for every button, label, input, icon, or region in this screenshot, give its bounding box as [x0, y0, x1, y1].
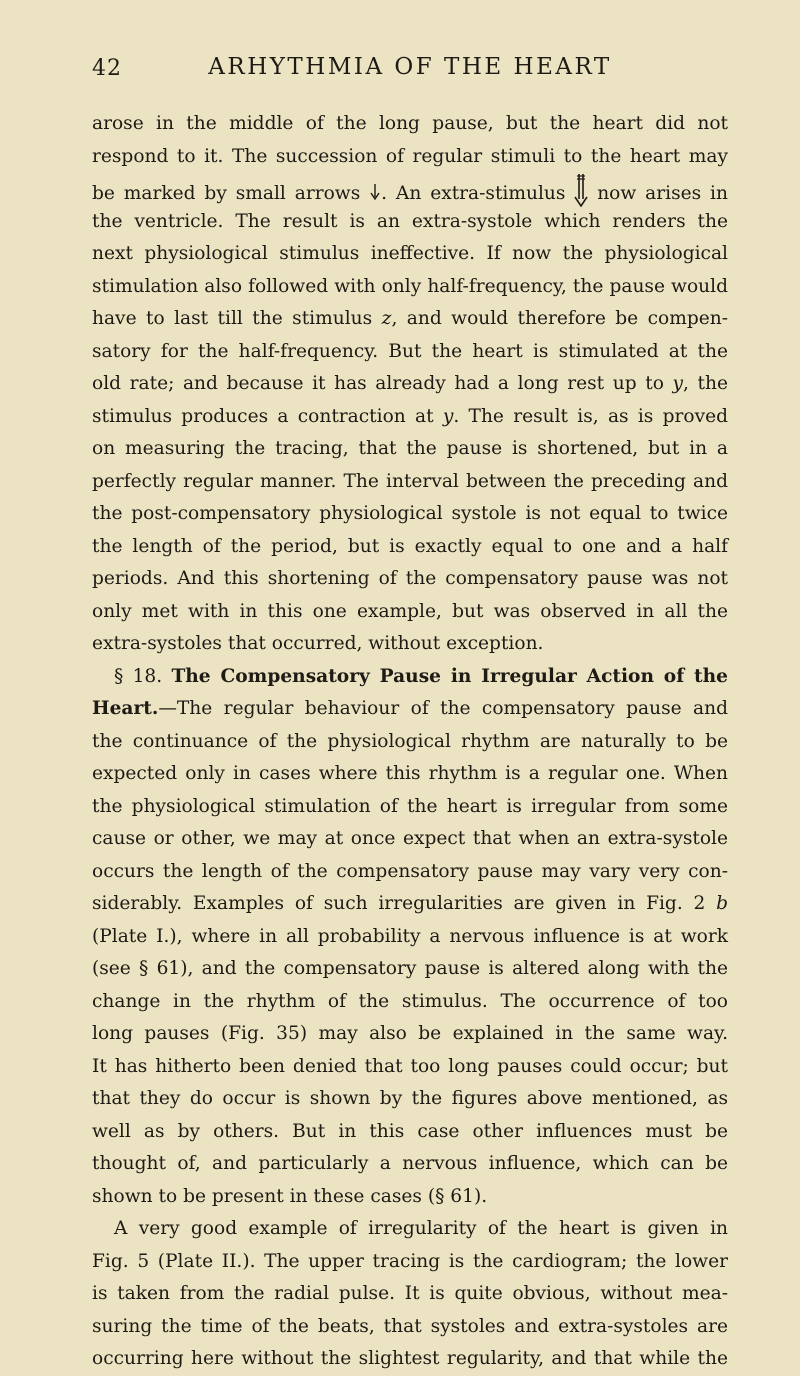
text-line: on measuring the tracing, that the pause is shortened, but in a: [92, 438, 728, 459]
math-variable: y: [442, 405, 454, 427]
text-line: is taken from the radial pulse. It is quite obvious, without mea-: [92, 1283, 728, 1304]
small-down-arrow-icon: [369, 182, 381, 202]
math-variable: y: [672, 373, 684, 394]
section-heading: The Compensatory Pause in Irregular Action of the: [171, 665, 728, 687]
text-fragment: now arises in: [597, 183, 728, 204]
text-fragment: . An extra-stimulus: [381, 183, 566, 204]
text-fragment: , the: [683, 373, 728, 394]
section-heading-end: Heart.: [92, 698, 159, 719]
section-heading-line: [92, 661, 728, 694]
text-line: (Plate I.), where in all probability a nervous influence is at work: [92, 925, 728, 947]
text-line: the ventricle. The result is an extra-systole which renders the: [92, 210, 728, 232]
math-variable: b: [716, 893, 728, 914]
text-line: arose in the middle of the long pause, but the heart did not: [92, 113, 728, 134]
page-number: 42: [92, 56, 122, 81]
text-fragment: —The regular behaviour of the compensatory pause and: [158, 698, 728, 719]
text-fragment: stimulus produces a contraction at: [92, 405, 434, 427]
text-line: well as by others. But in this case other influences must be: [92, 1120, 728, 1142]
text-line: occurs the length of the compensatory pause may vary very con-: [92, 860, 728, 882]
text-line: that they do occur is shown by the figures above mentioned, as: [92, 1088, 728, 1109]
text-line: perfectly regular manner. The interval between the preceding and: [92, 470, 728, 492]
text-fragment: have to last till the stimulus: [92, 308, 373, 329]
text-line: the physiological stimulation of the heart is irregular from some: [92, 795, 728, 817]
text-fragment: . The result is, as is proved: [453, 405, 728, 427]
text-line: [92, 173, 728, 206]
text-line: the post-compensatory physiological systole is not equal to twice: [92, 503, 728, 524]
text-fragment: siderably. Examples of such irregularities are given in Fig. 2: [92, 893, 706, 914]
math-variable: z: [381, 308, 392, 329]
text-line: extra-systoles that occurred, without exception.: [92, 633, 544, 654]
text-line: [92, 303, 728, 336]
text-line: [92, 368, 728, 401]
text-line: next physiological stimulus ineffective. If now the physiological: [92, 243, 728, 264]
text-line: occurring here without the slightest regularity, and that while the: [92, 1348, 728, 1369]
text-line: cause or other, we may at once expect that when an extra-systole: [92, 828, 728, 849]
text-line: change in the rhythm of the stimulus. The occurrence of too: [92, 990, 728, 1012]
text-fragment: old rate; and because it has already had a long rest up to: [92, 373, 664, 394]
text-line: [92, 401, 728, 434]
body-text: [92, 108, 728, 1376]
text-line: expected only in cases where this rhythm is a regular one. When: [92, 763, 728, 784]
text-line: respond to it. The succession of regular stimuli to the heart may: [92, 145, 728, 167]
section-number: § 18.: [114, 665, 163, 687]
page-header: [92, 54, 728, 94]
text-line: [92, 693, 728, 726]
text-line: long pauses (Fig. 35) may also be explained in the same way.: [92, 1023, 728, 1044]
text-line: suring the time of the beats, that systoles and extra-systoles are: [92, 1315, 728, 1337]
text-line: periods. And this shortening of the compensatory pause was not: [92, 568, 728, 589]
text-line: [92, 888, 728, 921]
running-head: ARHYTHMIA OF THE HEART: [208, 54, 612, 80]
text-line: the continuance of the physiological rhythm are naturally to be: [92, 730, 728, 752]
text-line: (see § 61), and the compensatory pause is altered along with the: [92, 958, 728, 979]
text-line: the length of the period, but is exactly equal to one and a half: [92, 535, 728, 557]
text-line: It has hitherto been denied that too long pauses could occur; but: [92, 1055, 728, 1077]
text-line: satory for the half-frequency. But the heart is stimulated at the: [92, 340, 728, 362]
text-fragment: be marked by small arrows: [92, 183, 361, 204]
text-line: Fig. 5 (Plate II.). The upper tracing is the cardiogram; the lower: [92, 1250, 728, 1272]
double-shaft-down-arrow-icon: [574, 173, 588, 207]
text-line: only met with in this one example, but was observed in all the: [92, 600, 728, 622]
text-fragment: , and would therefore be compen-: [391, 308, 728, 329]
text-line: A very good example of irregularity of the heart is given in: [114, 1218, 728, 1239]
text-line: thought of, and particularly a nervous influence, which can be: [92, 1153, 728, 1174]
text-line: shown to be present in these cases (§ 61).: [92, 1185, 488, 1207]
text-line: stimulation also followed with only half-frequency, the pause would: [92, 275, 728, 297]
